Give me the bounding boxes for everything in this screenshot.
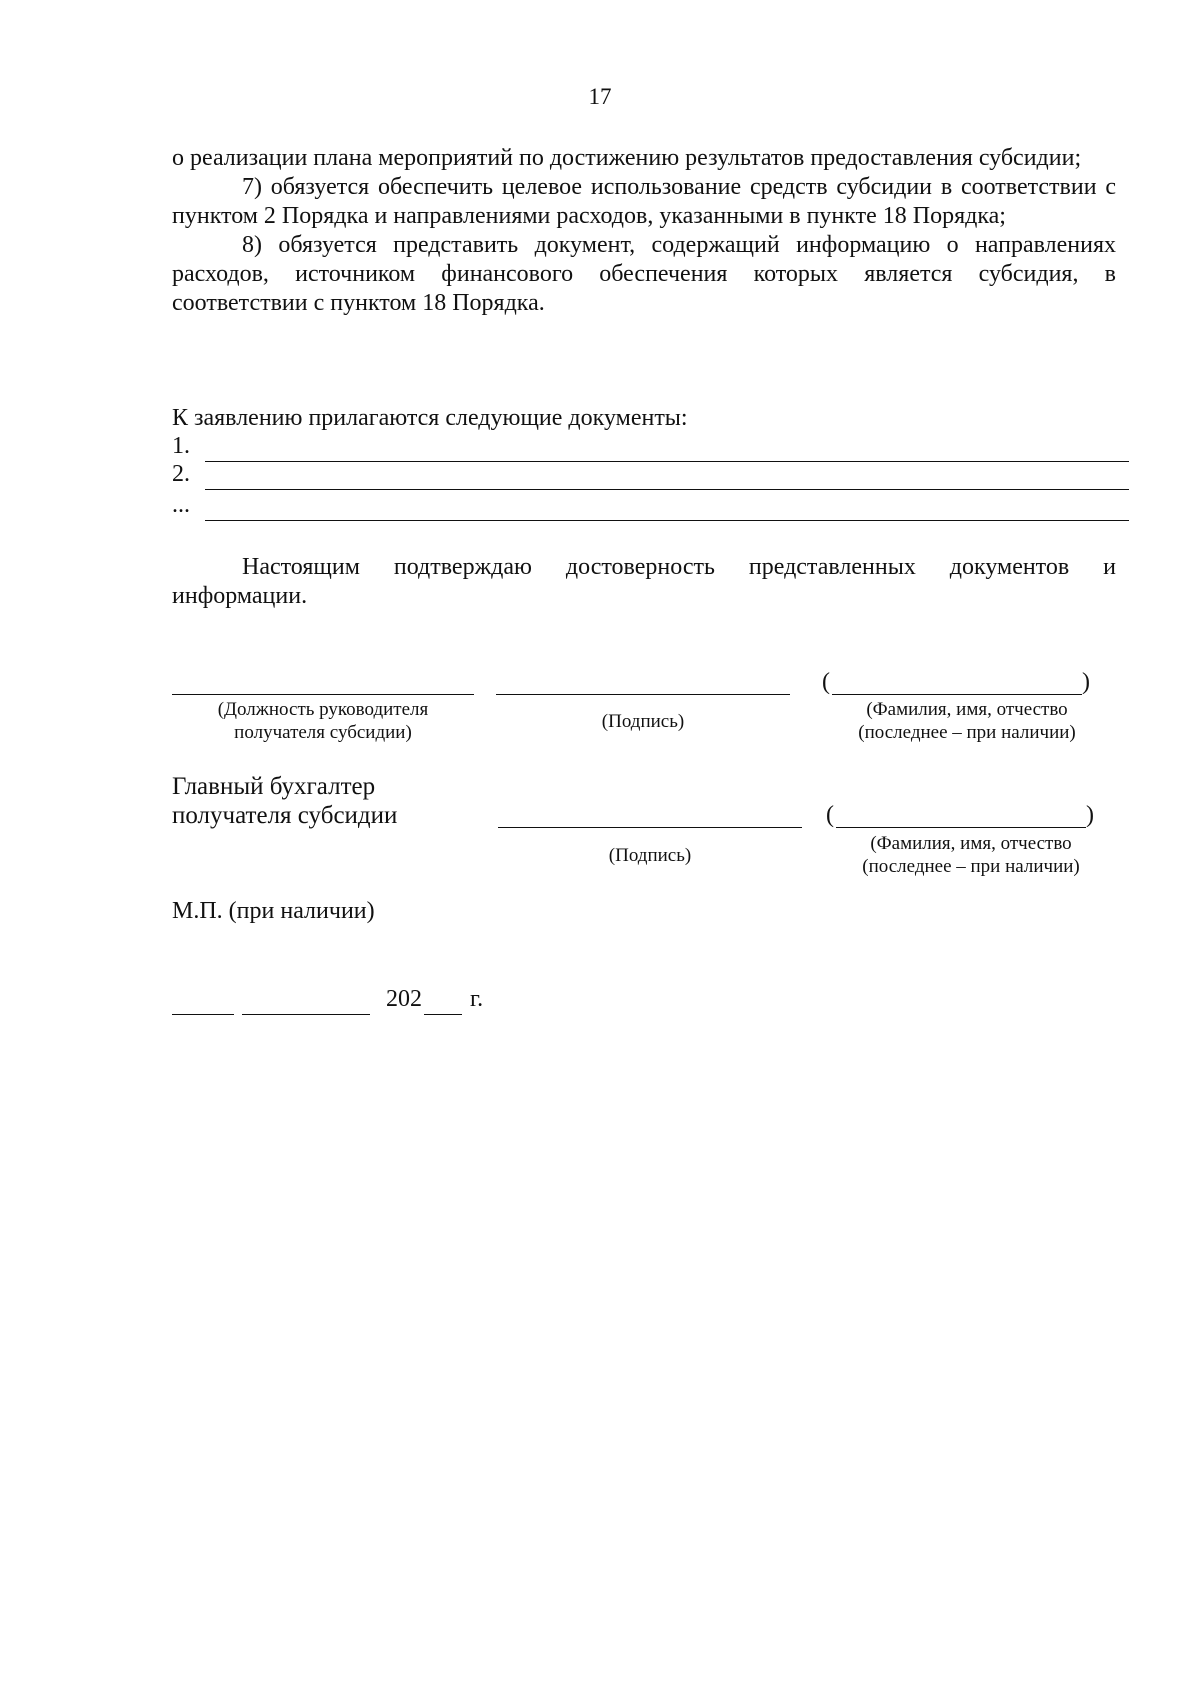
label-line: Главный бухгалтер: [172, 773, 376, 800]
signature-blank-line: [496, 694, 790, 695]
accountant-paren-open: (: [826, 802, 834, 828]
caption-line: (последнее – при наличии): [862, 856, 1080, 877]
name-paren-close: ): [1082, 669, 1090, 695]
accountant-signature-caption: (Подпись): [608, 845, 692, 866]
position-caption: [172, 698, 474, 744]
obligations-block: [172, 144, 1116, 318]
attachment-number: ...: [172, 492, 190, 518]
signature-caption: (Подпись): [601, 711, 685, 732]
chief-accountant-label: [172, 772, 397, 830]
name-paren-open: (: [822, 669, 830, 695]
year-blank-line: [424, 1014, 462, 1015]
year-prefix: 202: [386, 986, 422, 1012]
paragraph-item-8: 8) обязуется представить документ, содержащий информацию о направлениях расходов, источником финансового обеспечения которых является субсидия, в соответствии с пунктом 18 Порядка.: [172, 232, 1116, 316]
caption-line: (последнее – при наличии): [858, 722, 1076, 743]
accountant-name-blank-line: [836, 827, 1086, 828]
label-line: получателя субсидии: [172, 802, 398, 829]
position-blank-line: [172, 694, 474, 695]
attachment-blank-line: [205, 520, 1129, 521]
accountant-name-caption: [846, 832, 1096, 878]
paragraph-continuation: о реализации плана мероприятий по достижению результатов предоставления субсидии;: [172, 145, 1082, 171]
page-number: 17: [588, 84, 612, 109]
caption-line: (Фамилия, имя, отчество: [866, 699, 1068, 720]
caption-line: (Фамилия, имя, отчество: [870, 833, 1072, 854]
attachment-number: 1.: [172, 433, 190, 459]
paragraph-item-7: 7) обязуется обеспечить целевое использование средств субсидии в соответствии с пунктом 2 Порядка и направлениями расходов, указанными в пункте 18 Порядка;: [172, 174, 1116, 229]
attachment-line-2: [172, 461, 1129, 491]
attachment-blank-line: [205, 489, 1129, 490]
date-field: [172, 986, 502, 1016]
year-suffix: г.: [470, 986, 484, 1012]
month-blank-line: [242, 1014, 370, 1015]
attachments-heading: К заявлению прилагаются следующие документы:: [172, 405, 688, 431]
accountant-signature-blank-line: [498, 827, 802, 828]
attachment-line-ellipsis: [172, 492, 1129, 522]
stamp-note: М.П. (при наличии): [172, 898, 375, 924]
day-blank-line: [172, 1014, 234, 1015]
name-caption: [842, 698, 1092, 744]
attachment-line-1: [172, 433, 1129, 463]
attachment-number: 2.: [172, 461, 190, 487]
accountant-paren-close: ): [1086, 802, 1094, 828]
caption-line: (Должность руководителя: [217, 699, 429, 720]
confirmation-text: Настоящим подтверждаю достоверность представленных документов и информации.: [172, 554, 1116, 609]
name-blank-line: [832, 694, 1082, 695]
caption-line: получателя субсидии): [234, 722, 412, 743]
